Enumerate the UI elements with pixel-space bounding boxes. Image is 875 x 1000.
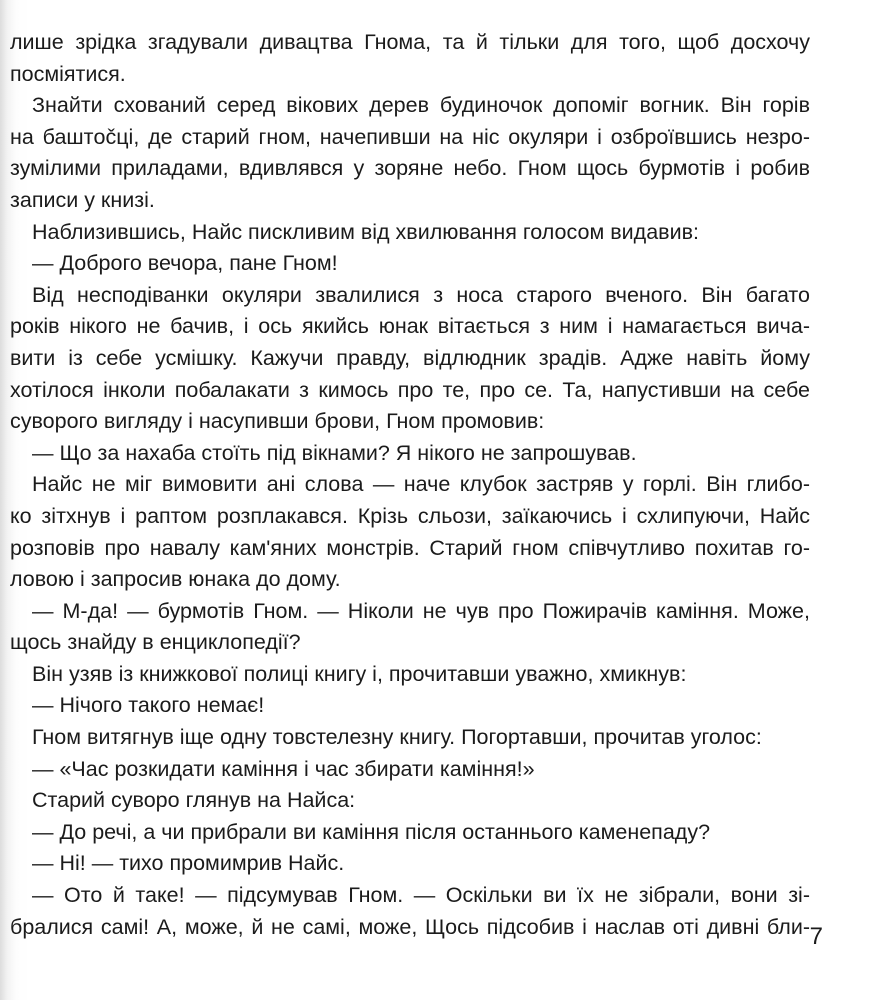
- text-line: посміятися.: [10, 61, 126, 86]
- text-line: бралися самі! А, може, й не самі, може, Щось підсобив і наслав оті дивні бли-: [10, 914, 810, 939]
- text-line: — М-да! — бурмотів Гном. — Ніколи не чув про Пожирачів каміння. Може,: [32, 598, 810, 623]
- text-line: Від несподіванки окуляри звалилися з носа старого вченого. Він багато: [32, 282, 810, 307]
- text-line: лише зрідка згадували дивацтва Гнома, та й тільки для того, щоб досхочу: [10, 30, 810, 54]
- text-line: ко зітхнув і раптом розплакався. Крізь сльози, заїкаючись і схлипуючи, Найс: [10, 503, 810, 528]
- text-line: — До речі, а чи прибрали ви каміння після останнього каменепаду?: [32, 819, 711, 844]
- text-line: Гном витягнув іще одну товстелезну книгу. Погортавши, прочитав уголос:: [32, 725, 762, 750]
- text-line: вити із себе усмішку. Кажучи правду, відлюдник зрадів. Адже навіть йому: [10, 345, 810, 370]
- text-line: — Ні! — тихо промимрив Найс.: [32, 851, 345, 876]
- page-number: 7: [809, 923, 823, 950]
- text-line: Він узяв із книжкової полиці книгу і, прочитавши уважно, хмикнув:: [32, 661, 687, 686]
- text-line: записи у книзі.: [10, 187, 155, 212]
- text-line: розповів про навалу кам'яних монстрів. Старий гном співчутливо похитав го-: [10, 535, 810, 560]
- text-line: років нікого не бачив, і ось якийсь юнак вітається з ним і намагається вича-: [10, 314, 810, 339]
- text-line: щось знайду в енциклопедії?: [10, 630, 301, 655]
- text-line: хотілося інколи побалакати з кимось про те, про се. Та, напустивши на себе: [10, 377, 810, 402]
- body-text: [10, 27, 810, 943]
- text-line: Наблизившись, Найс пискливим від хвилювання голосом видавив:: [32, 219, 699, 244]
- text-line: суворого вигляду і насупивши брови, Гном промовив:: [10, 409, 545, 434]
- text-line: — Доброго вечора, пане Гном!: [32, 251, 338, 276]
- text-line: — Нічого такого немає!: [32, 693, 265, 718]
- text-line: — «Час розкидати каміння і час збирати каміння!»: [32, 756, 535, 781]
- text-line: ловою і запросив юнака до дому.: [10, 567, 341, 592]
- text-line: — Ото й таке! — підсумував Гном. — Оскільки ви їх не зібрали, вони зі-: [32, 883, 810, 908]
- text-line: — Що за нахаба стоїть під вікнами? Я нікого не запрошував.: [32, 440, 637, 465]
- text-line: Найс не міг вимовити ані слова — наче клубок застряв у горлі. Він глибо-: [32, 472, 810, 497]
- text-line: зумілими приладами, вдивлявся у зоряне небо. Гном щось бурмотів і робив: [10, 156, 810, 181]
- text-line: Знайти схований серед вікових дерев будиночок допоміг вогник. Він горів: [32, 93, 810, 118]
- text-line: Старий суворо глянув на Найса:: [32, 788, 356, 813]
- text-line: на баштočці, де старий гном, начепивши на ніс окуляри і озброївшись незро-: [10, 124, 810, 149]
